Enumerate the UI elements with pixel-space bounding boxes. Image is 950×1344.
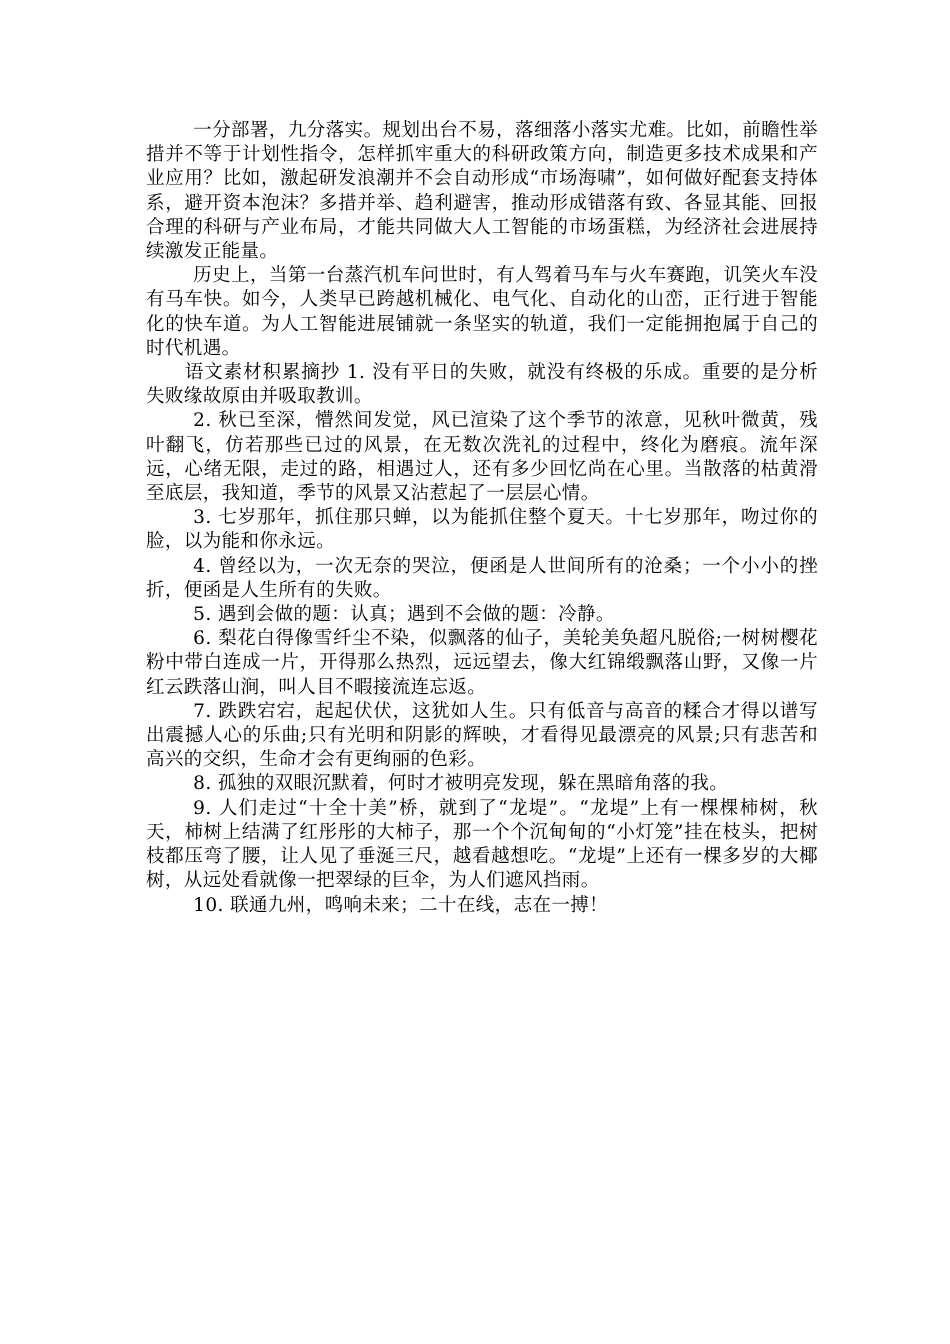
paragraph-excerpt-4: 4. 曾经以为，一次无奈的哭泣，便函是人世间所有的沧桑；一个小小的挫折，便函是人生所有的失败。: [146, 555, 818, 601]
paragraph-excerpt-8: 8. 孤独的双眼沉默着，何时才被明亮发现，躲在黑暗角落的我。: [193, 773, 729, 795]
paragraph-excerpt-3: 3. 七岁那年，抓住那只蝉，以为能抓住整个夏天。十七岁那年，吻过你的脸，以为能和你永远。: [146, 507, 818, 553]
paragraph-excerpt-10: 10. 联通九州，鸣响未来；二十在线，志在一搏！: [193, 894, 609, 916]
paragraph-excerpt-9: 9. 人们走过“十全十美”桥，就到了“龙堤”。“龙堤”上有一棵棵柿树，秋天，柿树上结满了红彤彤的大柿子，那一个个沉甸甸的“小灯笼”挂在枝头，把树枝都压弯了腰，让人见了垂涎三尺，越看越想吃。“龙堤”上还有一棵多岁的大椰树，从远处看就像一把翠绿的巨伞，为人们遮风挡雨。: [146, 797, 818, 892]
paragraph-history: 历史上，当第一台蒸汽机车问世时，有人驾着马车与火车赛跑，讥笑火车没有马车快。如今，人类早已跨越机械化、电气化、自动化的山峦，正行进于智能化的快车道。为人工智能进展铺就一条坚实的轨道，我们一定能拥抱属于自己的时代机遇。: [146, 265, 818, 359]
paragraph-excerpt-6: 6. 梨花白得像雪纤尘不染，似飘落的仙子，美轮美奂超凡脱俗;一树树樱花粉中带白连成一片，开得那么热烈，远远望去，像大红锦缎飘落山野，又像一片红云跌落山涧，叫人目不暇接流连忘返。: [146, 628, 818, 698]
paragraph-excerpt-5: 5. 遇到会做的题：认真；遇到不会做的题：冷静。: [193, 604, 615, 626]
paragraph-excerpt-2: 2. 秋已至深，懵然间发觉，风已渲染了这个季节的浓意，见秋叶微黄，残叶翻飞，仿若那些已过的风景，在无数次洗礼的过程中，终化为磨痕。流年深远，心绪无限，走过的路，相遇过人，还有多少回忆尚在心里。当散落的枯黄滑至底层，我知道，季节的风景又沾惹起了一层层心情。: [146, 410, 818, 505]
document-body: [146, 119, 818, 918]
paragraph-deployment: 一分部署，九分落实。规划出台不易，落细落小落实尤难。比如，前瞻性举措并不等于计划性指令，怎样抓牢重大的科研政策方向，制造更多技术成果和产业应用？比如，激起研发浪潮并不会自动形成“市场海啸”，如何做好配套支持体系，避开资本泡沫？多措并举、趋利避害，推动形成错落有致、各显其能、回报合理的科研与产业布局，才能共同做大人工智能的市场蛋糕，为经济社会进展持续激发正能量。: [146, 120, 818, 263]
paragraph-excerpt-1: 语文素材积累摘抄 1. 没有平日的失败，就没有终极的乐成。重要的是分析失败缘故原由并吸取教训。: [146, 362, 818, 408]
paragraph-excerpt-7: 7. 跌跌宕宕，起起伏伏，这犹如人生。只有低音与高音的糅合才得以谱写出震撼人心的乐曲;只有光明和阴影的辉映，才看得见最漂亮的风景;只有悲苦和高兴的交织，生命才会有更绚丽的色彩。: [146, 700, 818, 771]
